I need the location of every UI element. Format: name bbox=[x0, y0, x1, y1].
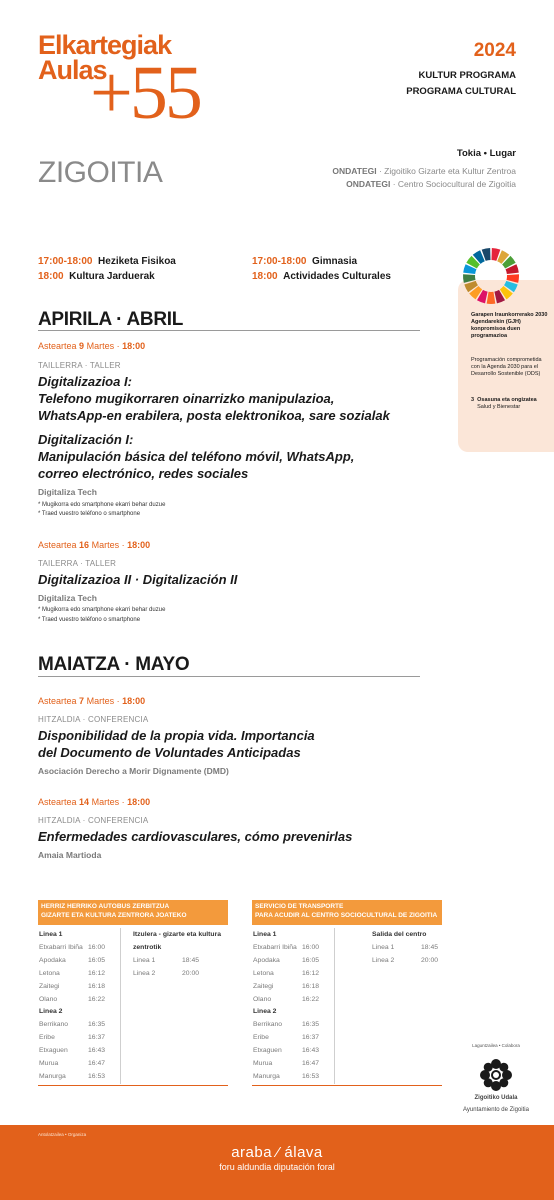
month-april: APIRILA · ABRIL bbox=[38, 309, 184, 330]
schedule-es-2: 18:00 Actividades Culturales bbox=[252, 271, 391, 282]
transport-eu-stops: Linea 1 Etxabarri Ibiña 16:00 Apodaka 16:05 Letona 16:12 Zaitegi 16:18 Olano 16:22 Linea 2 Berrikano 16:35 Eribe 16:37 Etxaguen 16:43 Murua 16:47 Manurga 16:53 bbox=[39, 931, 106, 1080]
place-label: Tokia • Lugar bbox=[456, 148, 516, 159]
place-eu: ONDATEGI · Zigoitiko Gizarte eta Kultur Zentroa bbox=[332, 166, 516, 176]
footer-brand-sub: foru aldundia diputación foral bbox=[219, 1162, 335, 1172]
event1-date: Asteartea 9 Martes · 18:00 bbox=[38, 341, 146, 351]
organizer-label: Antolatzailea • Organiza bbox=[38, 1132, 87, 1137]
event4-title: Enfermedades cardiovasculares, cómo prevenirlas bbox=[38, 829, 353, 844]
month-may: MAIATZA · MAYO bbox=[38, 654, 190, 675]
event1-note-eu: * Mugikorra edo smartphone ekarri behar duzue bbox=[38, 502, 166, 508]
schedule-eu-1: 17:00-18:00 Heziketa Fisikoa bbox=[38, 256, 176, 267]
event1-title-eu: Digitalizazioa I: Telefono mugikorraren oinarrizko manipulazioa, WhatsApp-en erabilera, posta elektronikoa, sare sozialak bbox=[38, 374, 390, 423]
transport-es-return: Salida del centro Linea 1 18:45 Linea 2 20:00 bbox=[372, 931, 439, 964]
divider bbox=[252, 1085, 442, 1086]
program-title-es: PROGRAMA CULTURAL bbox=[406, 86, 516, 97]
collab-label: Laguntzailea • Colabora bbox=[472, 1043, 520, 1048]
event4-organizer: Amaia Martioda bbox=[38, 850, 102, 860]
sdg-text-es: Programación comprometida con la Agenda 2030 para el Desarrollo Sostenible (ODS) bbox=[471, 357, 542, 377]
year: 2024 bbox=[473, 40, 516, 61]
municipality-seal-icon bbox=[479, 1058, 513, 1092]
divider bbox=[38, 676, 420, 677]
event2-date: Asteartea 16 Martes · 18:00 bbox=[38, 540, 151, 550]
transport-eu-return: Itzulera - gizarte eta kultura zentrotik Linea 1 18:45 Linea 2 20:00 bbox=[133, 931, 222, 977]
event1-note-es: * Traed vuestro teléfono o smartphone bbox=[38, 511, 141, 517]
transport-heading-es: SERVICIO DE TRANSPORTE PARA ACUDIR AL CENTRO SOCIOCULTURAL DE ZIGOITIA bbox=[252, 900, 442, 925]
event4-kind: HITZALDIA · CONFERENCIA bbox=[38, 816, 149, 825]
event2-title: Digitalizazioa II · Digitalización II bbox=[38, 572, 238, 587]
event1-organizer: Digitaliza Tech bbox=[38, 487, 97, 497]
footer-brand: araba ⁄ álava bbox=[231, 1144, 323, 1161]
event2-kind: TAILERRA · TALLER bbox=[38, 559, 117, 568]
program-title-eu: KULTUR PROGRAMA bbox=[418, 70, 516, 81]
place-es: ONDATEGI · Centro Sociocultural de Zigoitia bbox=[346, 179, 516, 189]
event2-note-es: * Traed vuestro teléfono o smartphone bbox=[38, 617, 141, 623]
divider bbox=[334, 928, 335, 1084]
event4-date: Asteartea 14 Martes · 18:00 bbox=[38, 797, 151, 807]
transport-es-stops: Linea 1 Etxabarri Ibiña 16:00 Apodaka 16:05 Letona 16:12 Zaitegi 16:18 Olano 16:22 Linea 2 Berrikano 16:35 Eribe 16:37 Etxaguen 16:43 Murua 16:47 Manurga 16:53 bbox=[253, 931, 320, 1080]
collab-name-es: Ayuntamiento de Zigoitia bbox=[463, 1107, 529, 1113]
town-title: ZIGOITIA bbox=[38, 156, 163, 189]
sdg-segment bbox=[487, 292, 496, 304]
event3-date: Asteartea 7 Martes · 18:00 bbox=[38, 696, 146, 706]
event3-kind: HITZALDIA · CONFERENCIA bbox=[38, 715, 149, 724]
event1-kind: TAILLERRA · TALLER bbox=[38, 361, 121, 370]
event2-organizer: Digitaliza Tech bbox=[38, 593, 97, 603]
event1-title-es: Digitalización I: Manipulación básica del teléfono móvil, WhatsApp, correo electrónico, redes sociales bbox=[38, 432, 355, 481]
event2-note-eu: * Mugikorra edo smartphone ekarri behar duzue bbox=[38, 607, 166, 613]
transport-heading-eu: HERRIZ HERRIKO AUTOBUS ZERBITZUA GIZARTE ETA KULTURA ZENTRORA JOATEKO bbox=[38, 900, 228, 925]
sdg-goal: 3 Osasuna eta ongizatea Salud y Bienestar bbox=[471, 397, 537, 410]
event3-title: Disponibilidad de la propia vida. Importancia del Documento de Voluntades Anticipadas bbox=[38, 728, 315, 760]
sdg-wheel-icon bbox=[462, 247, 520, 305]
logo-text-line2: Aulas bbox=[38, 55, 107, 85]
event3-organizer: Asociación Derecho a Morir Dignamente (DMD) bbox=[38, 766, 229, 776]
schedule-es-1: 17:00-18:00 Gimnasia bbox=[252, 256, 358, 267]
sdg-text-eu: Garapen Iraunkorrerako 2030 Agendarekin (GJH) konpromisoa duen programazioa bbox=[471, 312, 548, 339]
logo-text-line1: Elkartegiak bbox=[38, 30, 172, 60]
divider bbox=[120, 928, 121, 1084]
collab-name-eu: Zigoitiko Udala bbox=[474, 1095, 518, 1101]
schedule-eu-2: 18:00 Kultura Jarduerak bbox=[38, 271, 155, 282]
divider bbox=[38, 1085, 228, 1086]
divider bbox=[38, 330, 420, 331]
logo-number: +55 bbox=[90, 51, 200, 135]
